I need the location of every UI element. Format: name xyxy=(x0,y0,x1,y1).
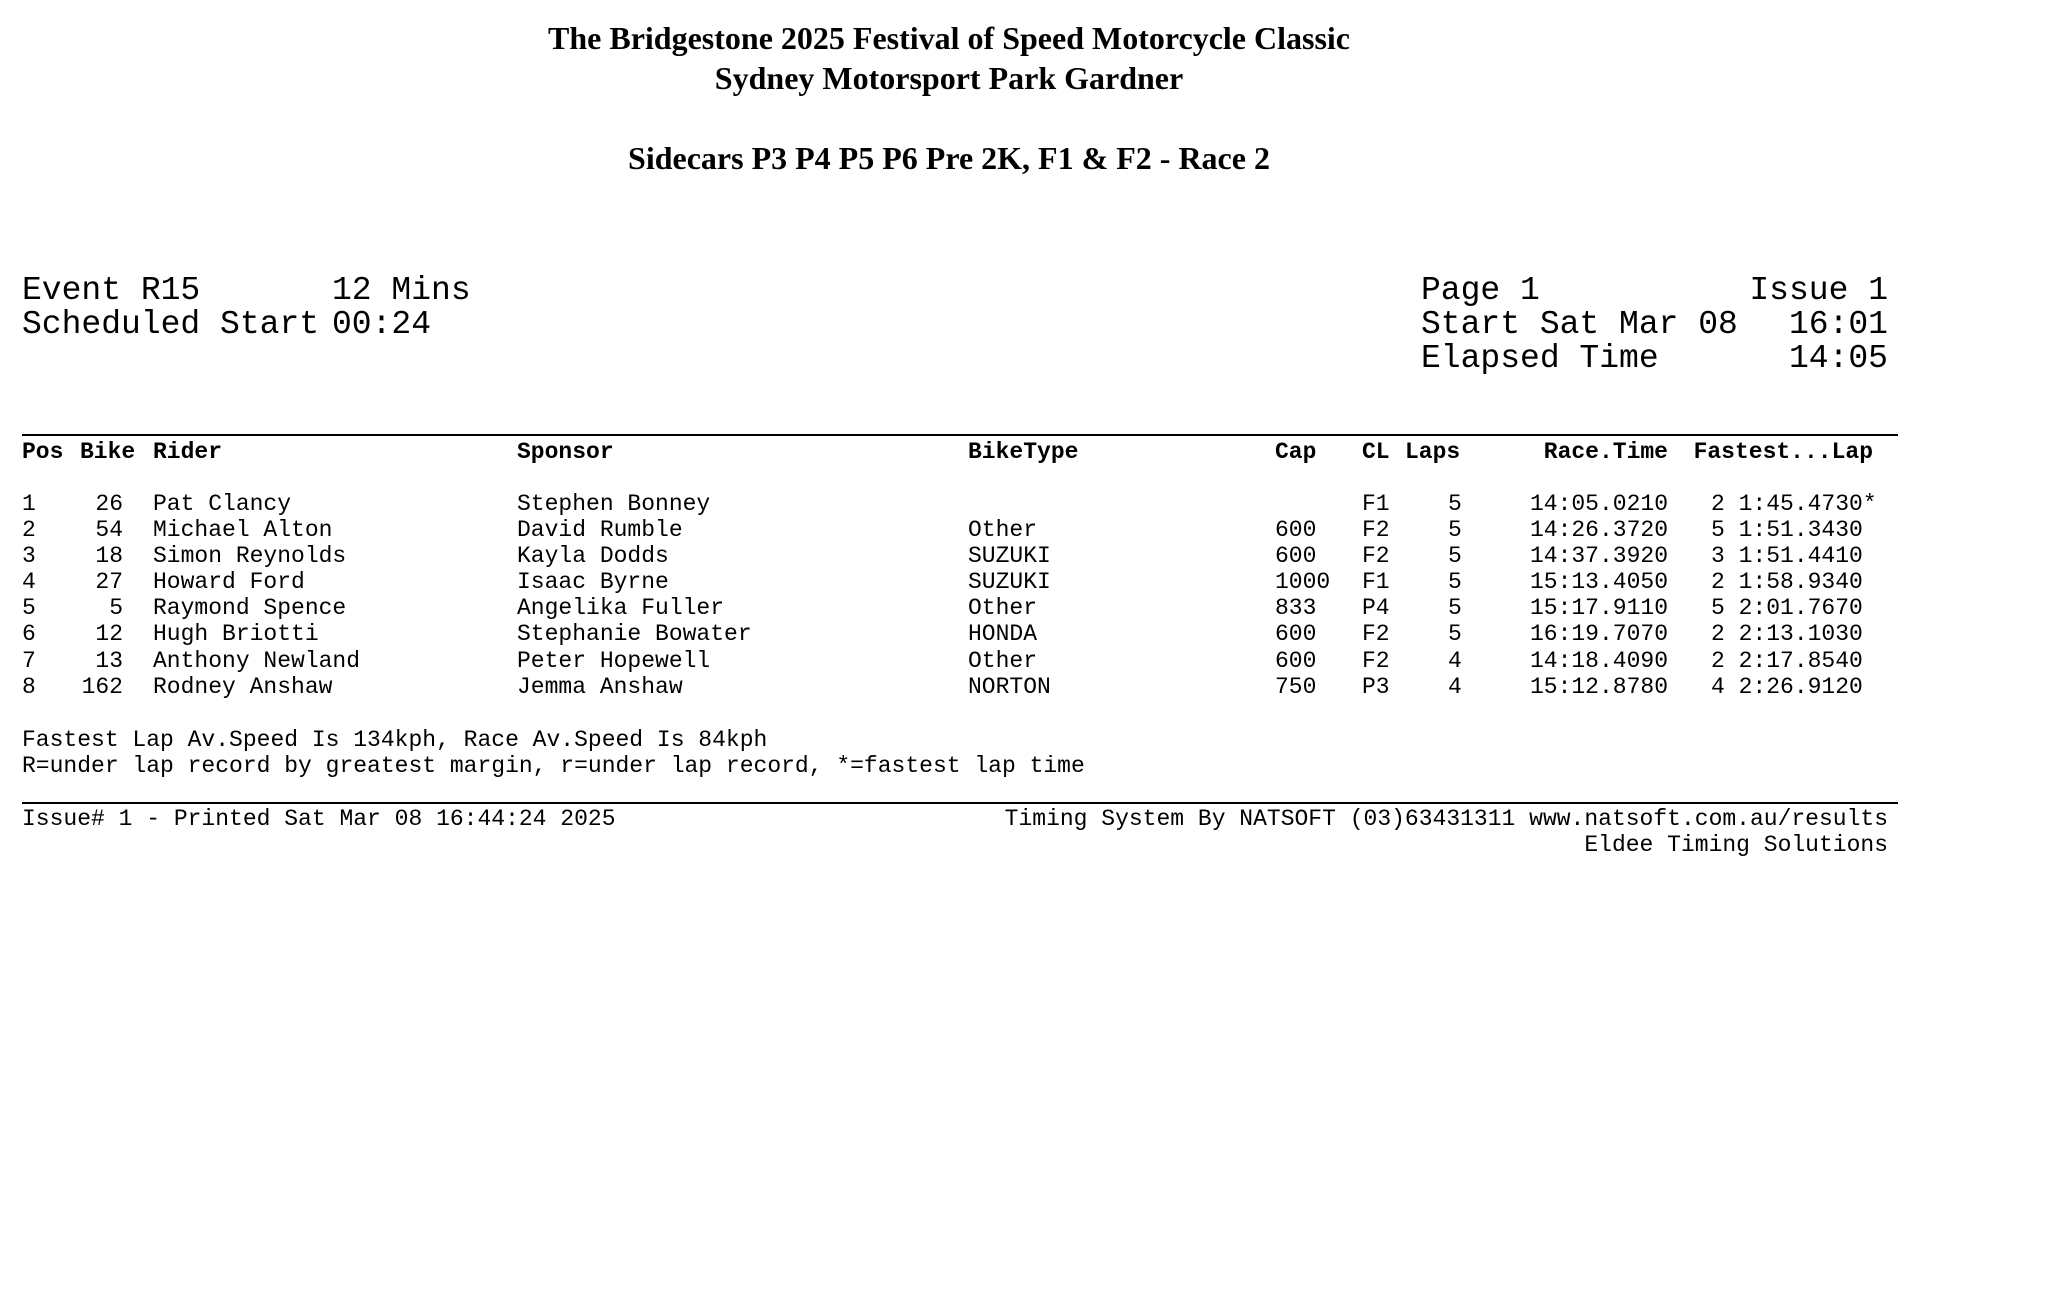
event-duration: 12 Mins xyxy=(332,272,471,309)
cell-biketype: HONDA xyxy=(968,621,1038,647)
footer-rule xyxy=(22,802,1898,804)
cell-biketype: Other xyxy=(968,648,1038,674)
cell-laps: 4 xyxy=(1448,674,1462,700)
race-title: Sidecars P3 P4 P5 P6 Pre 2K, F1 & F2 - Race 2 xyxy=(628,140,1270,176)
cell-laps: 5 xyxy=(1448,517,1462,543)
elapsed-time: 14:05 xyxy=(1788,340,1888,377)
col-bike-header: Bike xyxy=(80,439,136,465)
cell-laps: 5 xyxy=(1448,595,1462,621)
cell-fastest: 2 1:45.4730* xyxy=(1711,491,1877,517)
cell-bike: 5 xyxy=(109,595,123,621)
start-time: 16:01 xyxy=(1788,306,1888,343)
cell-sponsor: Kayla Dodds xyxy=(517,543,669,569)
cell-fastest: 5 2:01.7670 xyxy=(1711,595,1863,621)
cell-biketype: SUZUKI xyxy=(968,569,1051,595)
cell-bike: 12 xyxy=(95,621,123,647)
cell-cl: F2 xyxy=(1362,543,1390,569)
cell-sponsor: Angelika Fuller xyxy=(517,595,725,621)
cell-bike: 13 xyxy=(95,648,123,674)
cell-biketype: Other xyxy=(968,517,1038,543)
cell-cap: 833 xyxy=(1275,595,1317,621)
cell-bike: 162 xyxy=(81,674,123,700)
cell-rider: Hugh Briotti xyxy=(153,621,319,647)
cell-bike: 54 xyxy=(95,517,123,543)
cell-cap: 600 xyxy=(1275,517,1317,543)
cell-rider: Raymond Spence xyxy=(153,595,347,621)
start-date-label: Start Sat Mar 08 xyxy=(1421,306,1738,343)
cell-cl: F2 xyxy=(1362,648,1390,674)
cell-racetime: 15:17.9110 xyxy=(1529,595,1668,621)
cell-pos: 2 xyxy=(22,517,36,543)
cell-cl: P4 xyxy=(1362,595,1390,621)
cell-pos: 3 xyxy=(22,543,36,569)
timing-provider: Eldee Timing Solutions xyxy=(1584,832,1888,858)
timing-system-info: Timing System By NATSOFT (03)63431311 www.natsoft.com.au/results xyxy=(1004,806,1888,832)
cell-racetime: 15:12.8780 xyxy=(1529,674,1668,700)
cell-bike: 27 xyxy=(95,569,123,595)
col-laps-header: Laps xyxy=(1405,439,1461,465)
cell-cap: 1000 xyxy=(1275,569,1331,595)
cell-rider: Simon Reynolds xyxy=(153,543,347,569)
cell-pos: 7 xyxy=(22,648,36,674)
cell-cl: P3 xyxy=(1362,674,1390,700)
cell-sponsor: David Rumble xyxy=(517,517,683,543)
legend-note: R=under lap record by greatest margin, r=under lap record, *=fastest lap time xyxy=(22,753,1085,779)
cell-racetime: 14:26.3720 xyxy=(1529,517,1668,543)
cell-cl: F2 xyxy=(1362,517,1390,543)
cell-laps: 5 xyxy=(1448,569,1462,595)
col-rider-header: Rider xyxy=(153,439,223,465)
page-label: Page 1 xyxy=(1421,272,1540,309)
cell-rider: Michael Alton xyxy=(153,517,333,543)
cell-rider: Anthony Newland xyxy=(153,648,361,674)
col-biketype-header: BikeType xyxy=(968,439,1079,465)
cell-fastest: 4 2:26.9120 xyxy=(1711,674,1863,700)
cell-sponsor: Stephen Bonney xyxy=(517,491,711,517)
cell-racetime: 14:37.3920 xyxy=(1529,543,1668,569)
scheduled-start-label: Scheduled Start xyxy=(22,306,320,343)
venue-title: Sydney Motorsport Park Gardner xyxy=(714,60,1184,96)
cell-rider: Howard Ford xyxy=(153,569,305,595)
cell-racetime: 14:05.0210 xyxy=(1529,491,1668,517)
cell-fastest: 2 2:13.1030 xyxy=(1711,621,1863,647)
cell-bike: 18 xyxy=(95,543,123,569)
cell-rider: Rodney Anshaw xyxy=(153,674,333,700)
cell-laps: 4 xyxy=(1448,648,1462,674)
cell-pos: 6 xyxy=(22,621,36,647)
cell-cap: 750 xyxy=(1275,674,1317,700)
cell-fastest: 2 1:58.9340 xyxy=(1711,569,1863,595)
event-label: Event R15 xyxy=(22,272,201,309)
cell-racetime: 15:13.4050 xyxy=(1529,569,1668,595)
cell-cap: 600 xyxy=(1275,621,1317,647)
issue-label: Issue 1 xyxy=(1749,272,1888,309)
elapsed-label: Elapsed Time xyxy=(1421,340,1659,377)
cell-laps: 5 xyxy=(1448,543,1462,569)
cell-fastest: 3 1:51.4410 xyxy=(1711,543,1863,569)
cell-sponsor: Jemma Anshaw xyxy=(517,674,683,700)
cell-cap: 600 xyxy=(1275,543,1317,569)
cell-pos: 4 xyxy=(22,569,36,595)
col-cap-header: Cap xyxy=(1275,439,1317,465)
cell-biketype: Other xyxy=(968,595,1038,621)
cell-bike: 26 xyxy=(95,491,123,517)
col-racetime-header: Race.Time xyxy=(1543,439,1668,465)
cell-cl: F2 xyxy=(1362,621,1390,647)
cell-pos: 8 xyxy=(22,674,36,700)
scheduled-start-time: 00:24 xyxy=(332,306,432,343)
speed-note: Fastest Lap Av.Speed Is 134kph, Race Av.Speed Is 84kph xyxy=(22,727,768,753)
col-cl-header: CL xyxy=(1362,439,1390,465)
cell-racetime: 16:19.7070 xyxy=(1529,621,1668,647)
cell-cl: F1 xyxy=(1362,569,1390,595)
cell-cl: F1 xyxy=(1362,491,1390,517)
header-rule xyxy=(22,434,1898,436)
col-fastest-header: Fastest...Lap xyxy=(1693,439,1873,465)
cell-biketype: SUZUKI xyxy=(968,543,1051,569)
cell-fastest: 5 1:51.3430 xyxy=(1711,517,1863,543)
col-pos-header: Pos xyxy=(22,439,64,465)
cell-biketype: NORTON xyxy=(968,674,1051,700)
cell-rider: Pat Clancy xyxy=(153,491,292,517)
cell-sponsor: Stephanie Bowater xyxy=(517,621,752,647)
document-title: The Bridgestone 2025 Festival of Speed Motorcycle Classic xyxy=(548,20,1350,56)
cell-sponsor: Isaac Byrne xyxy=(517,569,669,595)
cell-cap: 600 xyxy=(1275,648,1317,674)
cell-fastest: 2 2:17.8540 xyxy=(1711,648,1863,674)
col-sponsor-header: Sponsor xyxy=(517,439,614,465)
cell-pos: 5 xyxy=(22,595,36,621)
cell-laps: 5 xyxy=(1448,621,1462,647)
cell-sponsor: Peter Hopewell xyxy=(517,648,711,674)
cell-pos: 1 xyxy=(22,491,36,517)
cell-racetime: 14:18.4090 xyxy=(1529,648,1668,674)
cell-laps: 5 xyxy=(1448,491,1462,517)
printed-info: Issue# 1 - Printed Sat Mar 08 16:44:24 2025 xyxy=(22,806,616,832)
